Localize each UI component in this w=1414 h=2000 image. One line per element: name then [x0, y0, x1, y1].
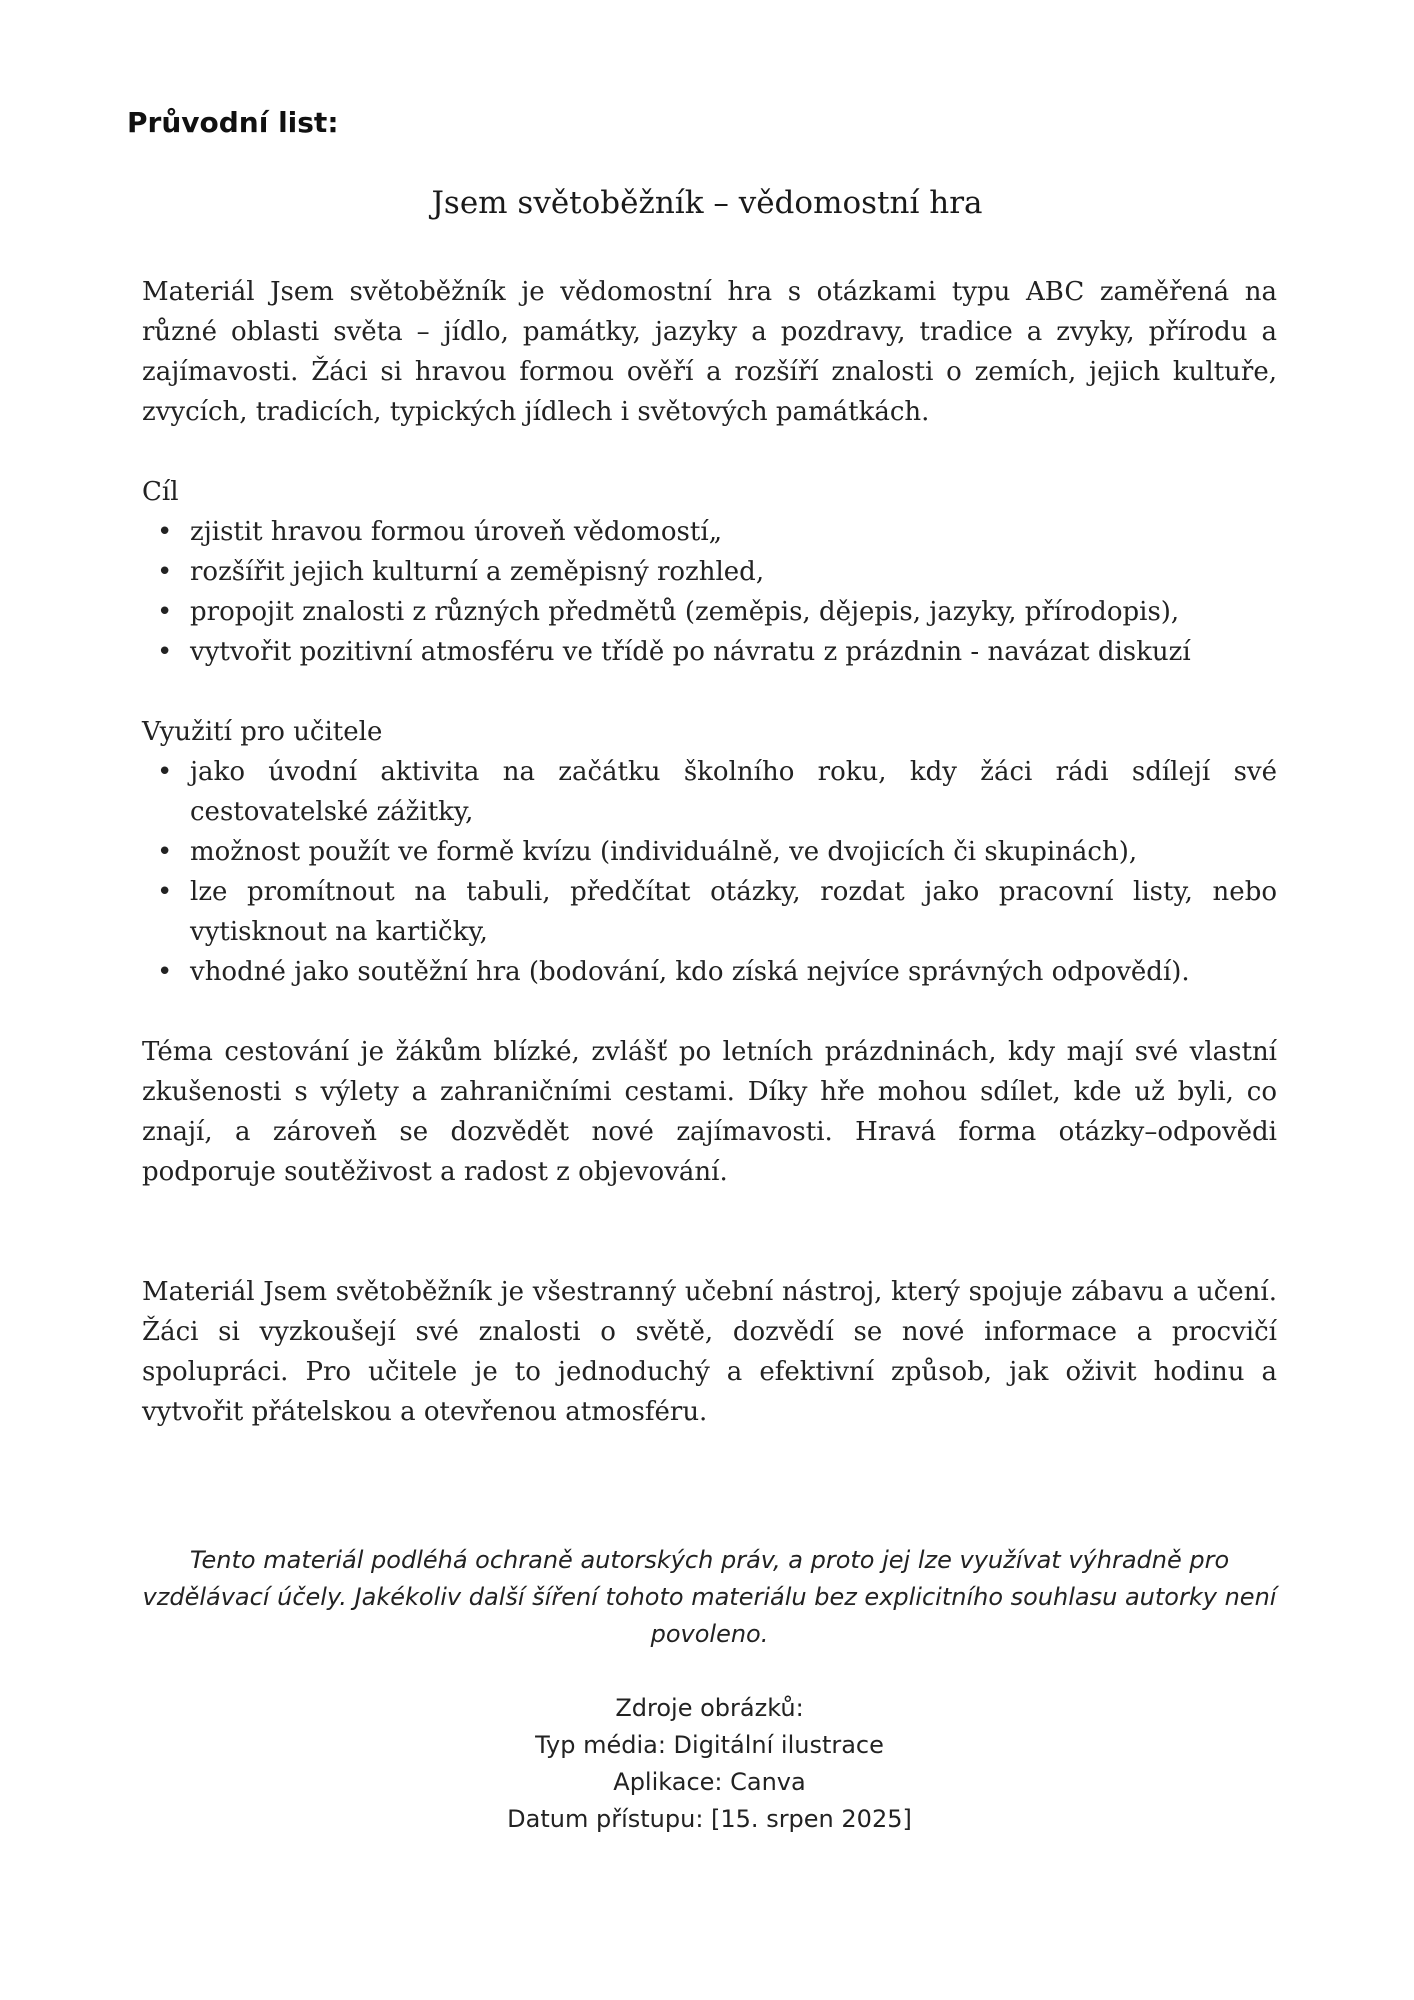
document-body: [142, 272, 1277, 1432]
goals-list-item: • rozšířit jejich kulturní a zeměpisný rozhled,: [142, 552, 1277, 592]
intro-paragraph: Materiál Jsem světoběžník je vědomostní hra s otázkami typu ABC zaměřená na různé oblasti světa – jídlo, památky, jazyky a pozdravy, tradice a zvyky, přírodu a zajímavosti. Žáci si hravou formou ověří a rozšíří znalosti o zemích, jejich kultuře, zvycích, tradicích, typických jídlech i světových památkách.: [142, 277, 1277, 427]
footer: [142, 1542, 1277, 1838]
goals-list-item: • vytvořit pozitivní atmosféru ve třídě po návratu z prázdnin - navázat diskuzí: [142, 632, 1277, 672]
theme-paragraph: Téma cestování je žákům blízké, zvlášť po letních prázdninách, kdy mají své vlastní zkušenosti s výlety a zahraničními cestami. Díky hře mohou sdílet, kde už byli, co znají, a zároveň se dozvědět nové zajímavosti. Hravá forma otázky–odpovědi podporuje soutěživost a radost z objevování.: [142, 1037, 1277, 1187]
bullet-icon: •: [157, 877, 173, 907]
goals-list: [142, 512, 1277, 672]
usage-list-item: • možnost použít ve formě kvízu (individuálně, ve dvojicích či skupinách),: [142, 832, 1277, 872]
bullet-icon: •: [157, 597, 173, 627]
bullet-icon: •: [157, 757, 173, 787]
goals-heading: Cíl: [142, 477, 179, 507]
usage-list: [142, 752, 1277, 992]
access-date: Datum přístupu: [15. srpen 2025]: [507, 1805, 912, 1833]
usage-list-item: • jako úvodní aktivita na začátku školního roku, kdy žáci rádi sdílejí své cestovatelské zážitky,: [142, 752, 1277, 832]
bullet-icon: •: [157, 957, 173, 987]
usage-list-item: • lze promítnout na tabuli, předčítat otázky, rozdat jako pracovní listy, nebo vytisknout na kartičky,: [142, 872, 1277, 952]
goals-list-item: • zjistit hravou formou úroveň vědomostí„: [142, 512, 1277, 552]
sources-heading: Zdroje obrázků:: [615, 1694, 804, 1722]
goals-list-item: • propojit znalosti z různých předmětů (zeměpis, dějepis, jazyky, přírodopis),: [142, 592, 1277, 632]
bullet-icon: •: [157, 637, 173, 667]
application: Aplikace: Canva: [613, 1768, 806, 1796]
conclusion-paragraph: Materiál Jsem světoběžník je všestranný učební nástroj, který spojuje zábavu a učení. Žáci si vyzkoušejí své znalosti o světě, dozvědí se nové informace a procvičí spolupráci. Pro učitele je to jednoduchý a efektivní způsob, jak oživit hodinu a vytvořit přátelskou a otevřenou atmosféru.: [142, 1277, 1277, 1427]
bullet-icon: •: [157, 557, 173, 587]
document-title: Jsem světoběžník – vědomostní hra: [431, 185, 983, 221]
usage-heading: Využití pro učitele: [142, 717, 383, 747]
media-type: Typ média: Digitální ilustrace: [535, 1731, 884, 1759]
usage-list-item: • vhodné jako soutěžní hra (bodování, kdo získá nejvíce správných odpovědí).: [142, 952, 1277, 992]
bullet-icon: •: [157, 837, 173, 867]
copyright-notice: Tento materiál podléhá ochraně autorských práv, a proto jej lze využívat výhradně pro vzdělávací účely. Jakékoliv další šíření tohoto materiálu bez explicitního souhlasu autorky není povoleno.: [142, 1546, 1277, 1648]
bullet-icon: •: [157, 517, 173, 547]
header-label: Průvodní list:: [127, 106, 339, 139]
image-sources: [142, 1690, 1277, 1838]
